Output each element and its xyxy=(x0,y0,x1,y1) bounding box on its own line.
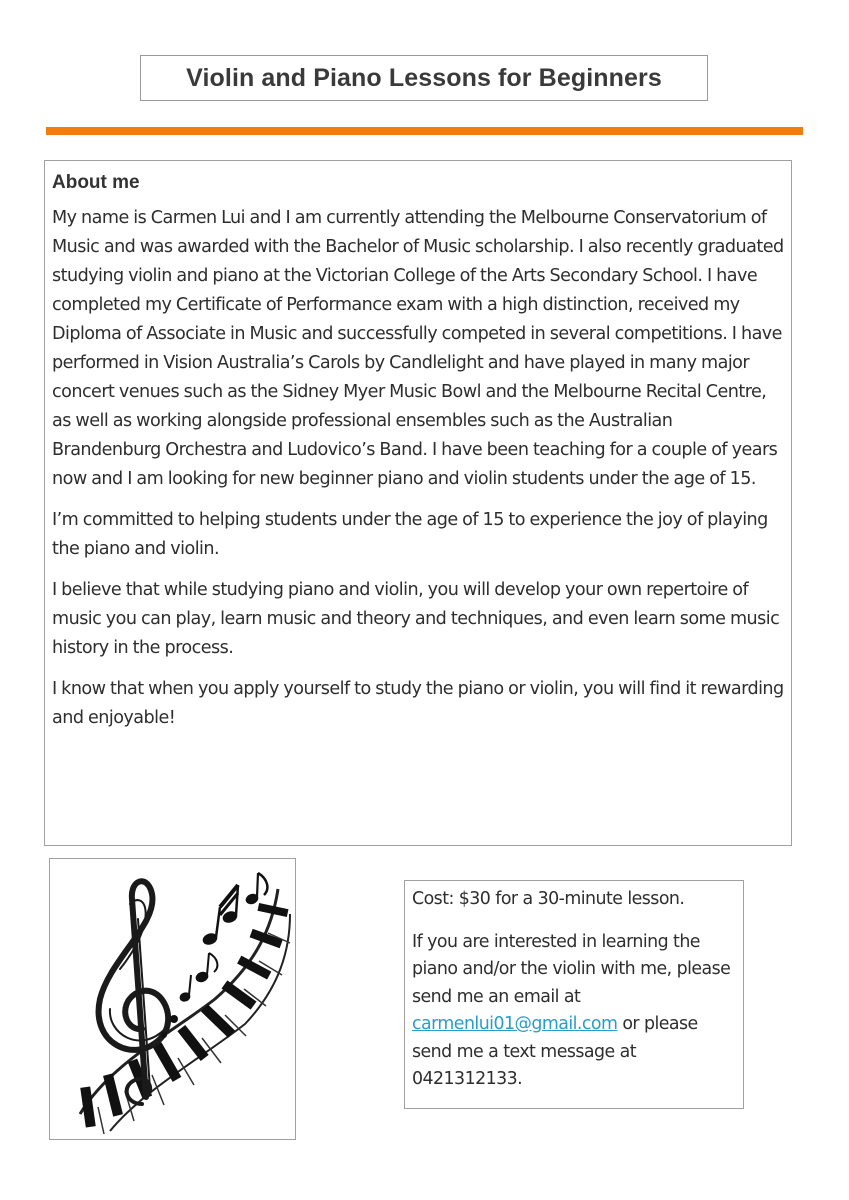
contact-end: . xyxy=(517,1069,523,1089)
phone-number: 0421312133 xyxy=(412,1069,518,1089)
title-box xyxy=(140,55,708,101)
email-link[interactable]: carmenlui01@gmail.com xyxy=(412,1014,618,1034)
about-paragraph: I know that when you apply yourself to study the piano or violin, you will find it rewarding and enjoyable! xyxy=(52,679,784,728)
treble-clef-piano-keys-icon xyxy=(50,859,295,1139)
orange-divider xyxy=(46,127,803,135)
cost-text: Cost: $30 for a 30-minute lesson. xyxy=(412,889,685,909)
page-title: Violin and Piano Lessons for Beginners xyxy=(186,63,662,92)
about-paragraph: I believe that while studying piano and violin, you will develop your own repertoire of music you can play, learn music and theory and techniques, and even learn some music history in the process. xyxy=(52,580,780,658)
about-section xyxy=(44,160,792,846)
about-paragraph: My name is Carmen Lui and I am currently attending the Melbourne Conservatorium of Music and was awarded with the Bachelor of Music scholarship. I also recently graduated studying violin and piano at the Victorian College of the Arts Secondary School. I have completed my Certificate of Performance exam with a high distinction, received my Diploma of Associate in Music and successfully competed in several competitions. I have performed in Vision Australia’s Carols by Candlelight and have played in many major concert venues such as the Sidney Myer Music Bowl and the Melbourne Recital Centre, as well as working alongside professional ensembles such as the Australian Brandenburg Orchestra and Ludovico’s Band. I have been teaching for a couple of years now and I am looking for new beginner piano and violin students under the age of 15. xyxy=(52,208,784,489)
contact-text xyxy=(412,929,737,1094)
contact-intro: If you are interested in learning the piano and/or the violin with me, please send me an email at xyxy=(412,931,731,1007)
contact-middle: or please send me a text message at xyxy=(412,1014,698,1062)
contact-box xyxy=(404,880,744,1109)
about-heading: About me xyxy=(52,172,140,193)
music-artwork xyxy=(49,858,296,1140)
about-paragraph: I’m committed to helping students under the age of 15 to experience the joy of playing the piano and violin. xyxy=(52,510,768,559)
